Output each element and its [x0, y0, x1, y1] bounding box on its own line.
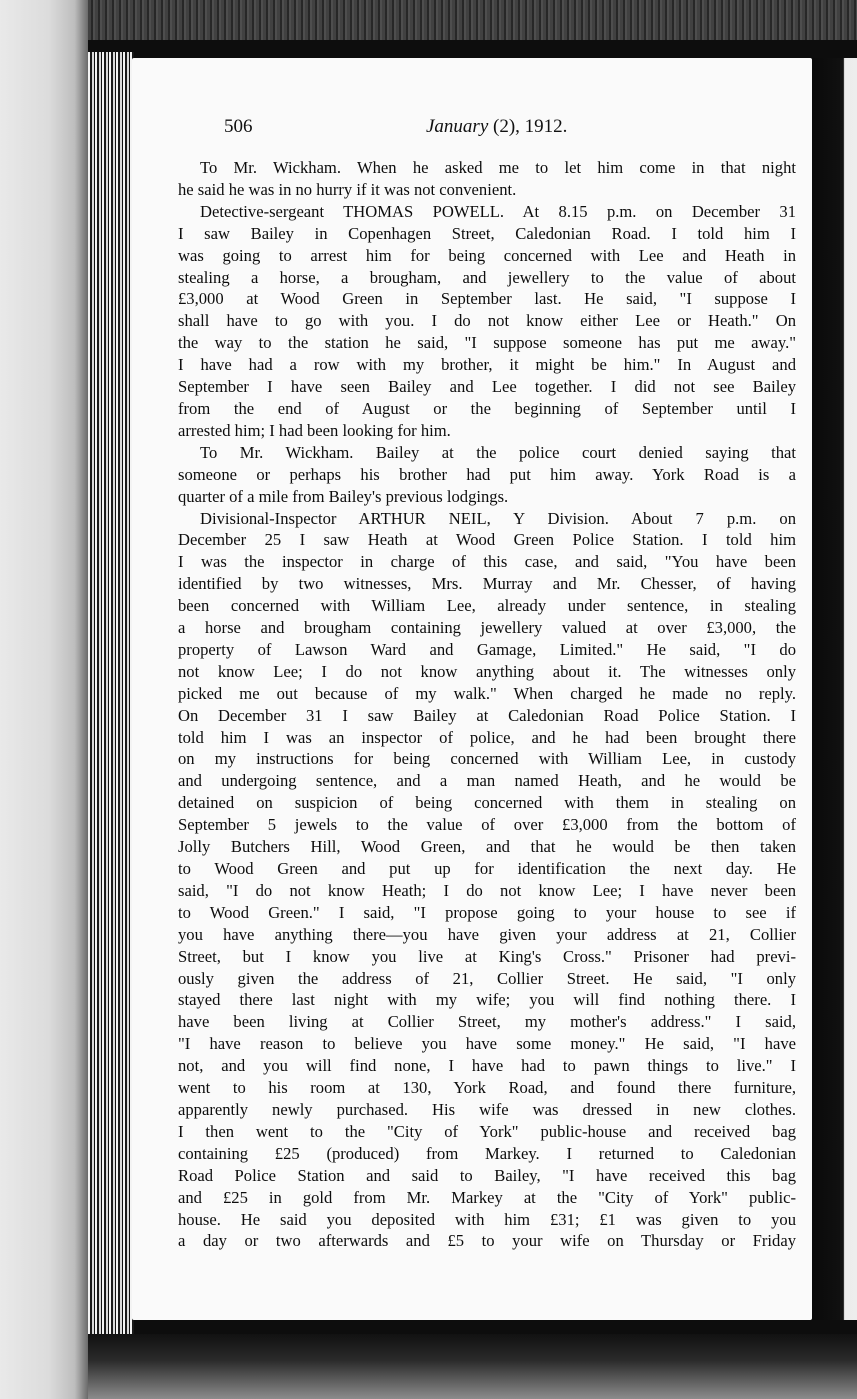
text-line: said, "I do not know Heath; I do not know Lee; I have never been [178, 880, 796, 900]
text-line: I then went to the "City of York" public-house and received bag [178, 1121, 796, 1141]
book-gutter [88, 52, 134, 1334]
text-line: from the end of August or the beginning of September until I [178, 398, 796, 418]
running-head [426, 116, 567, 138]
page-header [224, 116, 784, 142]
text-line: told him I was an inspector of police, and he had been brought there [178, 727, 796, 747]
text-line: a horse and brougham containing jewellery valued at over £3,000, the [178, 618, 796, 638]
text-line: arrested him; I had been looking for him. [178, 420, 451, 440]
text-line: stealing a horse, a brougham, and jewellery to the value of about [178, 267, 796, 287]
text-line: property of Lawson Ward and Gamage, Limited." He said, "I do [178, 639, 796, 659]
text-line: the way to the station he said, "I suppose someone has put me away." [178, 333, 796, 353]
text-line: containing £25 (produced) from Markey. I returned to Caledonian [178, 1143, 796, 1163]
text-line: Divisional-Inspector ARTHUR NEIL, Y Division. About 7 p.m. on [200, 508, 796, 528]
text-line: December 25 I saw Heath at Wood Green Police Station. I told him [178, 530, 796, 550]
text-line: I saw Bailey in Copenhagen Street, Caledonian Road. I told him I [178, 223, 796, 243]
text-line: September I have seen Bailey and Lee together. I did not see Bailey [178, 377, 796, 397]
body-text [178, 157, 796, 1252]
text-line: To Mr. Wickham. Bailey at the police court denied saying that [200, 442, 796, 462]
text-line: picked me out because of my walk." When charged he made no reply. [178, 683, 796, 703]
text-line: someone or perhaps his brother had put him away. York Road is a [178, 464, 796, 484]
text-line: On December 31 I saw Bailey at Caledonian Road Police Station. I [178, 705, 796, 725]
text-line: Detective-sergeant THOMAS POWELL. At 8.15 p.m. on December 31 [200, 201, 796, 221]
text-line: to Wood Green." I said, "I propose going to your house to see if [178, 902, 796, 922]
scanner-margin [0, 0, 88, 1399]
text-line: I was the inspector in charge of this case, and said, "You have been [178, 552, 796, 572]
scan-bottom-edge [88, 1334, 857, 1399]
text-line: and £25 in gold from Mr. Markey at the "City of York" public- [178, 1187, 796, 1207]
text-line: on my instructions for being concerned with William Lee, in custody [178, 749, 796, 769]
text-line: Street, but I know you live at King's Cross." Prisoner had previ- [178, 946, 796, 966]
text-line: To Mr. Wickham. When he asked me to let him come in that night [200, 158, 796, 177]
text-line: shall have to go with you. I do not know either Lee or Heath." On [178, 311, 796, 331]
text-line: I have had a row with my brother, it might be him." In August and [178, 355, 796, 375]
text-line: apparently newly purchased. His wife was dressed in new clothes. [178, 1099, 796, 1119]
text-line: he said he was in no hurry if it was not convenient. [178, 179, 517, 199]
text-line: identified by two witnesses, Mrs. Murray and Mr. Chesser, of having [178, 574, 796, 594]
text-line: to Wood Green and put up for identification the next day. He [178, 859, 796, 878]
text-line: not know Lee; I do not know anything about it. The witnesses only [178, 661, 796, 681]
running-head-session: (2), 1912. [488, 116, 568, 137]
text-line: went to his room at 130, York Road, and found there furniture, [178, 1078, 796, 1098]
text-line: you have anything there—you have given your address at 21, Collier [178, 924, 796, 944]
text-line: ously given the address of 21, Collier Street. He said, "I only [178, 968, 796, 988]
text-line: quarter of a mile from Bailey's previous lodgings. [178, 486, 509, 506]
text-line: September 5 jewels to the value of over £3,000 from the bottom of [178, 815, 796, 835]
scan-right-edge [812, 58, 857, 1320]
scan-top-edge [88, 0, 857, 40]
page-number: 506 [224, 116, 253, 137]
text-line: not, and you will find none, I have had to pawn things to live." I [178, 1056, 796, 1076]
text-line: Road Police Station and said to Bailey, "I have received this bag [178, 1165, 796, 1185]
text-line: "I have reason to believe you have some money." He said, "I have [178, 1034, 796, 1054]
text-line: house. He said you deposited with him £31; £1 was given to you [178, 1209, 796, 1229]
text-line: £3,000 at Wood Green in September last. He said, "I suppose I [178, 289, 796, 309]
text-line: a day or two afterwards and £5 to your wife on Thursday or Friday [178, 1231, 796, 1251]
text-line: been concerned with William Lee, already under sentence, in stealing [178, 596, 796, 616]
text-line: Jolly Butchers Hill, Wood Green, and that he would be then taken [178, 837, 796, 857]
text-line: was going to arrest him for being concerned with Lee and Heath in [178, 245, 796, 265]
text-line: have been living at Collier Street, my mother's address." I said, [178, 1012, 796, 1032]
text-line: stayed there last night with my wife; you will find nothing there. I [178, 990, 796, 1010]
running-head-month: January [426, 116, 489, 137]
text-line: detained on suspicion of being concerned with them in stealing on [178, 793, 796, 813]
text-line: and undergoing sentence, and a man named Heath, and he would be [178, 771, 796, 791]
